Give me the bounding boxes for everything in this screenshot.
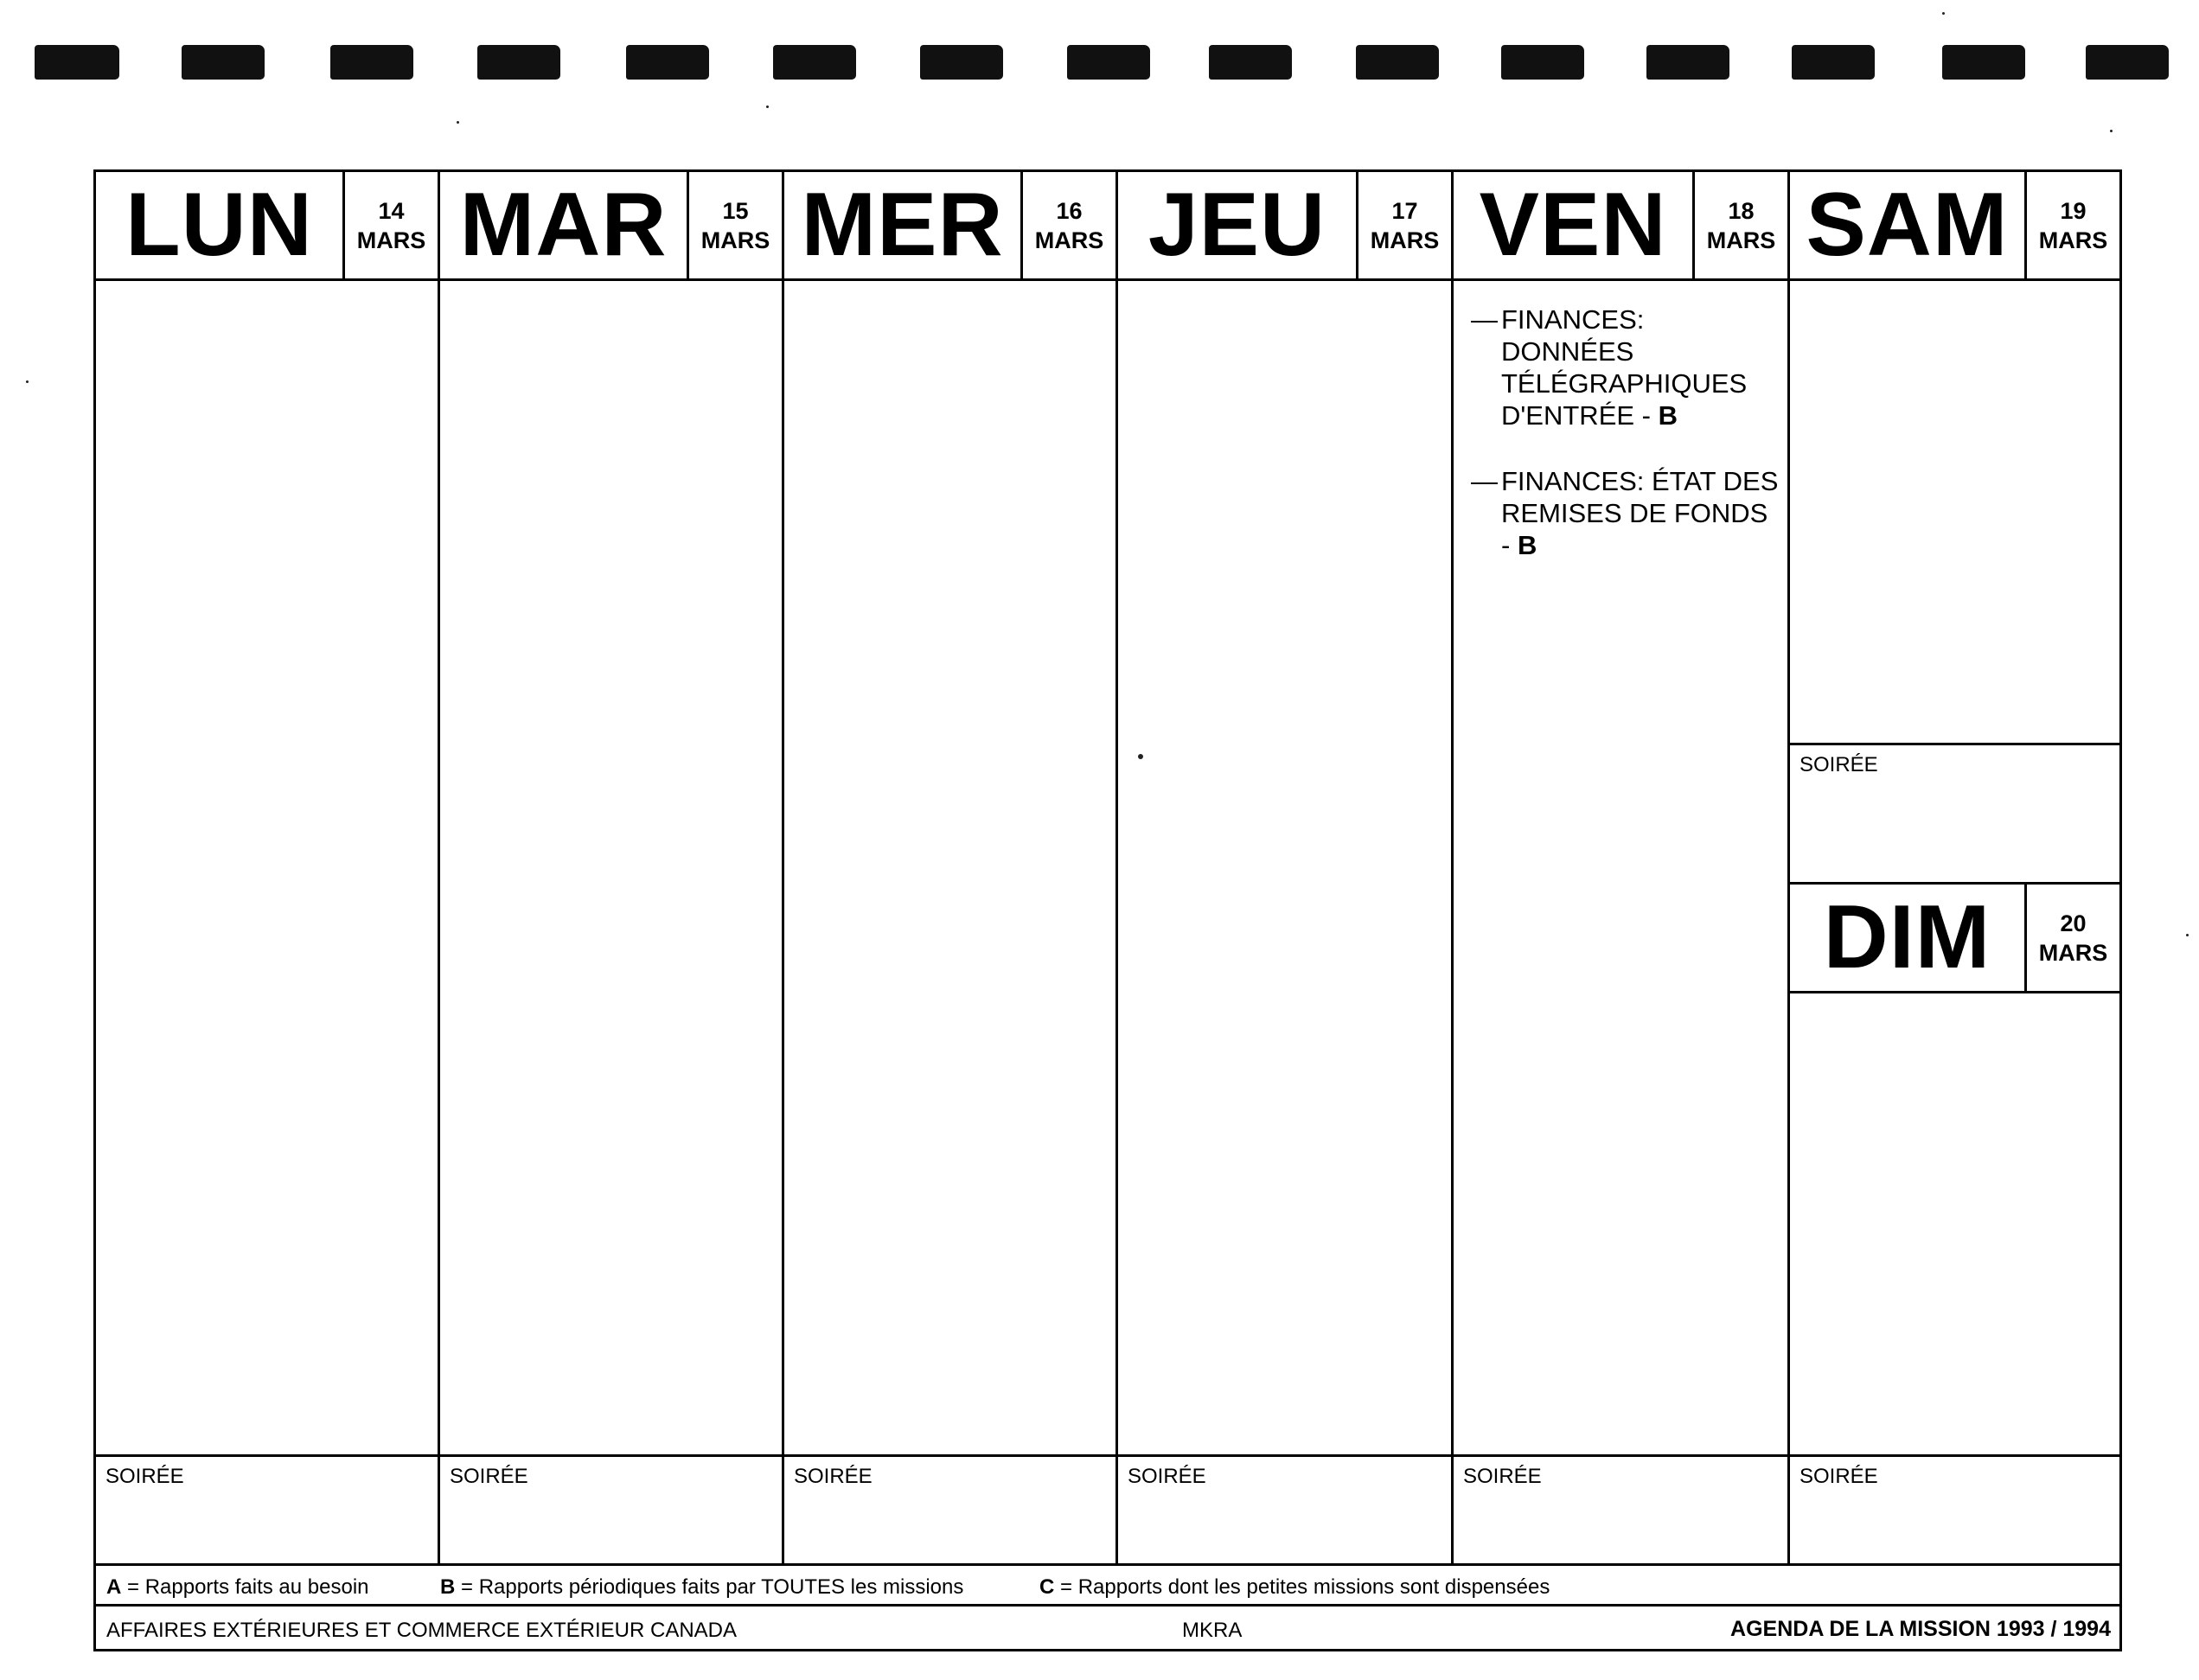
- day-name: DIM: [1823, 887, 1991, 987]
- date-box: [2024, 885, 2119, 991]
- day-entries: [1471, 303, 1779, 595]
- day-number: 17: [1391, 197, 1418, 224]
- legend-c: [1039, 1575, 1550, 1600]
- month-name: MARS: [356, 227, 426, 253]
- soiree-box[interactable]: [96, 1454, 438, 1563]
- binding-holes: [0, 45, 2199, 83]
- month-name: MARS: [2038, 939, 2108, 966]
- soiree-box-sam[interactable]: [1790, 743, 2119, 885]
- month-name: MARS: [1706, 227, 1776, 253]
- day-column-mar: [440, 172, 784, 1563]
- day-number: 14: [378, 197, 405, 224]
- entry-label: FINANCES: ÉTAT DES REMISES DE FONDS -: [1501, 466, 1779, 560]
- day-column-ven: [1454, 172, 1790, 1563]
- legend-key: B: [440, 1575, 456, 1599]
- entry-dash: —: [1471, 466, 1498, 496]
- binding-hole: [1942, 45, 2025, 80]
- date-box: [687, 172, 782, 278]
- day-name: MER: [801, 175, 1004, 275]
- binding-hole: [477, 45, 560, 80]
- binding-hole: [1646, 45, 1729, 80]
- day-name: MAR: [459, 175, 668, 275]
- binding-hole: [1792, 45, 1875, 80]
- day-number: 20: [2060, 910, 2087, 936]
- paper-speck: [1942, 12, 1945, 15]
- binding-hole: [35, 45, 119, 80]
- day-column-jeu: [1118, 172, 1454, 1563]
- footer-row: [96, 1607, 2119, 1649]
- soiree-label: SOIRÉE: [1463, 1465, 1542, 1488]
- binding-hole: [626, 45, 709, 80]
- soiree-label: SOIRÉE: [105, 1465, 184, 1488]
- binding-hole: [330, 45, 413, 80]
- day-name: JEU: [1147, 175, 1326, 275]
- day-header: [1118, 172, 1451, 281]
- entry-dash: —: [1471, 304, 1498, 335]
- entry-code: B: [1658, 400, 1678, 431]
- day-header: [96, 172, 438, 281]
- binding-hole: [920, 45, 1003, 80]
- day-name: LUN: [125, 175, 313, 275]
- legend-b: [440, 1575, 963, 1600]
- binding-hole: [1209, 45, 1292, 80]
- paper-speck: [1138, 754, 1143, 759]
- footer-department: AFFAIRES EXTÉRIEURES ET COMMERCE EXTÉRIEUR CANADA: [106, 1619, 738, 1642]
- soiree-box-dim[interactable]: [1790, 1454, 2119, 1563]
- entry-text: [1501, 303, 1779, 431]
- paper-speck: [457, 121, 459, 124]
- month-name: MARS: [2038, 227, 2108, 253]
- paper-speck: [2186, 934, 2189, 936]
- footer-code: MKRA: [1182, 1619, 1243, 1642]
- entry-text: [1501, 465, 1779, 561]
- legend-row: [96, 1563, 2119, 1607]
- legend-text: = Rapports périodiques faits par TOUTES les missions: [455, 1575, 964, 1599]
- day-column-mer: [784, 172, 1118, 1563]
- day-column-lun: [96, 172, 440, 1563]
- day-header: [440, 172, 782, 281]
- paper-speck: [2110, 130, 2113, 132]
- day-column-sam-dim: [1790, 172, 2119, 1563]
- day-header: [784, 172, 1115, 281]
- day-name: SAM: [1806, 175, 2009, 275]
- soiree-box[interactable]: [1454, 1454, 1787, 1563]
- day-number: 16: [1056, 197, 1083, 224]
- day-number: 15: [722, 197, 749, 224]
- date-box: [2024, 172, 2119, 278]
- footer-agenda-title: AGENDA DE LA MISSION 1993 / 1994: [1730, 1617, 2111, 1641]
- soiree-box[interactable]: [440, 1454, 782, 1563]
- binding-hole: [2086, 45, 2169, 80]
- legend-key: C: [1039, 1575, 1055, 1599]
- month-name: MARS: [1034, 227, 1104, 253]
- paper-speck: [766, 105, 769, 108]
- date-box: [1692, 172, 1787, 278]
- binding-hole: [1501, 45, 1584, 80]
- entry-item: [1471, 465, 1779, 561]
- day-header-dim: [1790, 885, 2119, 993]
- entry-item: [1471, 303, 1779, 431]
- day-name: VEN: [1479, 175, 1667, 275]
- soiree-label: SOIRÉE: [1799, 753, 1878, 776]
- legend-text: = Rapports dont les petites missions sont dispensées: [1054, 1575, 1550, 1599]
- date-box: [1356, 172, 1451, 278]
- day-number: 18: [1728, 197, 1755, 224]
- legend-key: A: [106, 1575, 122, 1599]
- soiree-label: SOIRÉE: [1799, 1465, 1878, 1488]
- day-number: 19: [2060, 197, 2087, 224]
- paper-speck: [26, 380, 29, 383]
- soiree-box[interactable]: [784, 1454, 1115, 1563]
- date-box: [342, 172, 438, 278]
- soiree-box[interactable]: [1118, 1454, 1451, 1563]
- month-name: MARS: [700, 227, 770, 253]
- soiree-label: SOIRÉE: [794, 1465, 873, 1488]
- binding-hole: [773, 45, 856, 80]
- day-header: [1454, 172, 1787, 281]
- soiree-label: SOIRÉE: [1128, 1465, 1206, 1488]
- binding-hole: [1356, 45, 1439, 80]
- day-header: [1790, 172, 2119, 281]
- date-box: [1020, 172, 1115, 278]
- month-name: MARS: [1370, 227, 1440, 253]
- legend-text: = Rapports faits au besoin: [121, 1575, 369, 1599]
- agenda-week-grid: [93, 169, 2122, 1651]
- entry-label: FINANCES: DONNÉES TÉLÉGRAPHIQUES D'ENTRÉE -: [1501, 304, 1748, 431]
- binding-hole: [1067, 45, 1150, 80]
- binding-hole: [182, 45, 265, 80]
- soiree-label: SOIRÉE: [450, 1465, 528, 1488]
- entry-code: B: [1517, 530, 1537, 560]
- legend-a: [106, 1575, 369, 1600]
